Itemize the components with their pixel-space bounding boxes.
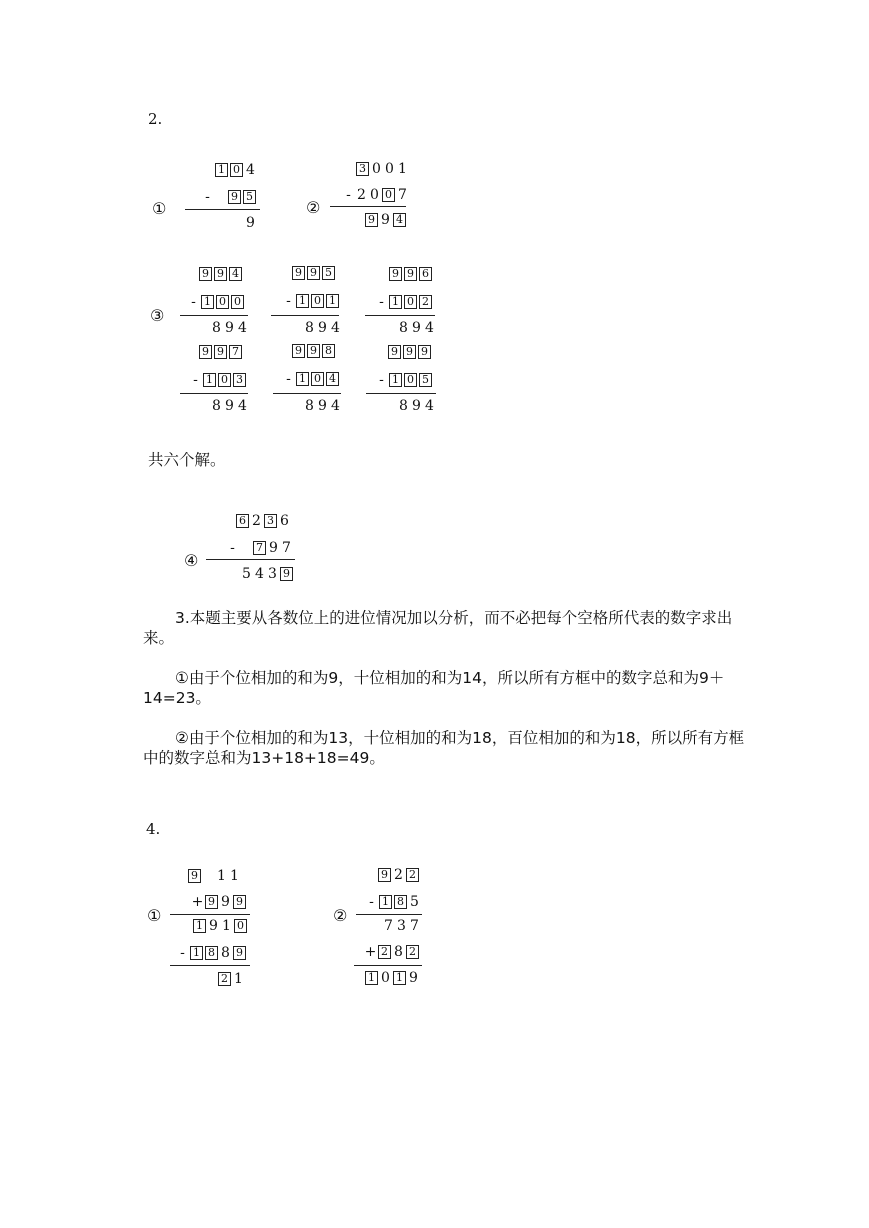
filled-digit-box: 5 <box>322 266 335 280</box>
filled-digit-box: 1 <box>215 163 228 177</box>
p2-marker: ② <box>306 198 321 217</box>
digit: 2 <box>357 187 366 203</box>
filled-digit-box: 1 <box>365 971 378 985</box>
s4-p2-row1 <box>377 867 420 883</box>
p1-subtrahend-row <box>177 189 257 205</box>
filled-digit-box: 0 <box>382 188 395 202</box>
filled-digit-box: 1 <box>326 294 339 308</box>
digit: - <box>379 372 384 388</box>
digit: 0 <box>370 187 379 203</box>
digit: 8 <box>305 398 314 414</box>
digit: 9 <box>269 540 278 556</box>
digit: - <box>193 372 198 388</box>
digit: - <box>286 293 291 309</box>
filled-digit-box: 9 <box>228 190 241 204</box>
digit: - <box>346 187 351 203</box>
s4-p1-row4 <box>176 945 247 961</box>
filled-digit-box: 1 <box>190 946 203 960</box>
filled-digit-box: 7 <box>229 345 242 359</box>
filled-digit-box: 1 <box>389 373 402 387</box>
filled-digit-box: 8 <box>205 946 218 960</box>
filled-digit-box: 0 <box>218 373 231 387</box>
filled-digit-box: 9 <box>418 345 431 359</box>
filled-digit-box: 4 <box>229 267 242 281</box>
p2-rule <box>330 206 406 207</box>
digit: 9 <box>409 970 418 986</box>
digit: 9 <box>209 918 218 934</box>
filled-digit-box: 2 <box>218 972 231 986</box>
digit: 9 <box>412 398 421 414</box>
p4-result-row <box>240 566 294 582</box>
digit: - <box>230 540 235 556</box>
s4-p1-row5 <box>217 971 245 987</box>
filled-digit-box: 6 <box>419 267 432 281</box>
digit: 8 <box>399 320 408 336</box>
digit: 8 <box>399 398 408 414</box>
filled-digit-box: 9 <box>280 567 293 581</box>
filled-digit-box: 9 <box>233 895 246 909</box>
digit: 4 <box>425 398 434 414</box>
digit: - <box>369 894 374 910</box>
filled-digit-box: 9 <box>307 266 320 280</box>
filled-digit-box: 3 <box>233 373 246 387</box>
digit: 8 <box>212 320 221 336</box>
digit: 1 <box>222 918 231 934</box>
digit: 1 <box>230 868 239 884</box>
digit: 7 <box>282 540 291 556</box>
digit: 7 <box>384 918 393 934</box>
digit: 9 <box>246 215 255 231</box>
filled-digit-box: 0 <box>216 295 229 309</box>
digit: 0 <box>372 161 381 177</box>
solution-count-note: 共六个解。 <box>148 451 226 469</box>
filled-digit-box: 3 <box>356 162 369 176</box>
digit: 8 <box>305 320 314 336</box>
s4-p2-row3 <box>382 918 421 934</box>
digit: 5 <box>410 894 419 910</box>
filled-digit-box: 8 <box>394 895 407 909</box>
s4-p2-row2 <box>365 894 421 910</box>
digit: 8 <box>394 944 403 960</box>
filled-digit-box: 5 <box>419 373 432 387</box>
digit: 5 <box>242 566 251 582</box>
filled-digit-box: 0 <box>404 295 417 309</box>
digit: 0 <box>385 161 394 177</box>
p4-subtrahend-row <box>208 540 293 556</box>
digit: - <box>205 189 210 205</box>
digit: + <box>191 894 204 910</box>
filled-digit-box: 3 <box>264 514 277 528</box>
digit: 6 <box>280 513 289 529</box>
filled-digit-box: 1 <box>296 294 309 308</box>
digit: - <box>286 371 291 387</box>
filled-digit-box: 1 <box>296 372 309 386</box>
section-3-answer-2: ②由于个位相加的和为13，十位相加的和为18，百位相加的和为18，所以所有方框中的数字总和为13+18+18=49。 <box>143 729 745 767</box>
s4-p2-row5 <box>364 970 420 986</box>
s4-p1-marker: ① <box>147 906 162 925</box>
filled-digit-box: 9 <box>292 344 305 358</box>
digit: 4 <box>331 398 340 414</box>
digit: 2 <box>252 513 261 529</box>
digit: 4 <box>238 398 247 414</box>
filled-digit-box: 9 <box>307 344 320 358</box>
section-3-answer-1: ①由于个位相加的和为9，十位相加的和为14，所以所有方框中的数字总和为9＋14=23。 <box>143 669 725 707</box>
section-4-heading: 4. <box>146 820 161 838</box>
filled-digit-box: 6 <box>236 514 249 528</box>
filled-digit-box: 2 <box>378 945 391 959</box>
p1-top-row <box>214 162 257 178</box>
filled-digit-box: 5 <box>243 190 256 204</box>
filled-digit-box: 9 <box>214 345 227 359</box>
s4-p1-row2 <box>191 894 247 910</box>
digit: 8 <box>221 945 230 961</box>
filled-digit-box: 0 <box>311 294 324 308</box>
filled-digit-box: 1 <box>379 895 392 909</box>
filled-digit-box: 1 <box>193 919 206 933</box>
filled-digit-box: 1 <box>203 373 216 387</box>
filled-digit-box: 9 <box>378 868 391 882</box>
filled-digit-box: 1 <box>201 295 214 309</box>
filled-digit-box: 0 <box>230 163 243 177</box>
filled-digit-box: 9 <box>199 267 212 281</box>
section-3-intro: 3.本题主要从各数位上的进位情况加以分析，而不必把每个空格所代表的数字求出来。 <box>143 609 733 647</box>
filled-digit-box: 0 <box>311 372 324 386</box>
digit: 9 <box>318 398 327 414</box>
digit: - <box>180 945 185 961</box>
digit: 3 <box>268 566 277 582</box>
filled-digit-box: 2 <box>406 945 419 959</box>
s4-p1-row1 <box>187 868 241 884</box>
filled-digit-box: 9 <box>403 345 416 359</box>
filled-digit-box: 8 <box>322 344 335 358</box>
digit: 9 <box>225 320 234 336</box>
filled-digit-box: 2 <box>419 295 432 309</box>
p4-top-row <box>235 513 291 529</box>
filled-digit-box: 9 <box>188 869 201 883</box>
filled-digit-box: 1 <box>389 295 402 309</box>
filled-digit-box: 4 <box>326 372 339 386</box>
filled-digit-box: 1 <box>393 971 406 985</box>
p1-result-row <box>244 215 257 231</box>
filled-digit-box: 4 <box>393 213 406 227</box>
p2-result-row <box>364 212 407 228</box>
digit: 4 <box>331 320 340 336</box>
digit: 9 <box>318 320 327 336</box>
digit: 1 <box>398 161 407 177</box>
digit: - <box>191 294 196 310</box>
filled-digit-box: 7 <box>253 541 266 555</box>
filled-digit-box: 9 <box>365 213 378 227</box>
p2-subtrahend-row <box>342 187 409 203</box>
s4-p2-row4 <box>364 944 420 960</box>
p4-rule <box>206 559 295 560</box>
digit: 7 <box>398 187 407 203</box>
filled-digit-box: 9 <box>214 267 227 281</box>
filled-digit-box: 9 <box>292 266 305 280</box>
filled-digit-box: 0 <box>234 919 247 933</box>
digit: 4 <box>246 162 255 178</box>
s4-p2-marker: ② <box>333 906 348 925</box>
filled-digit-box: 9 <box>404 267 417 281</box>
digit: 1 <box>217 868 226 884</box>
filled-digit-box: 0 <box>404 373 417 387</box>
filled-digit-box: 9 <box>233 946 246 960</box>
p4-marker: ④ <box>184 551 199 570</box>
p1-rule <box>185 209 260 210</box>
digit: 0 <box>381 970 390 986</box>
p2-top-row <box>355 161 409 177</box>
digit: - <box>379 294 384 310</box>
digit: 4 <box>238 320 247 336</box>
digit: 9 <box>412 320 421 336</box>
section-2-heading: 2. <box>148 110 163 128</box>
filled-digit-box: 2 <box>406 868 419 882</box>
digit: 3 <box>397 918 406 934</box>
digit: 4 <box>255 566 264 582</box>
digit: 4 <box>425 320 434 336</box>
filled-digit-box: 9 <box>205 895 218 909</box>
filled-digit-box: 9 <box>199 345 212 359</box>
digit: 9 <box>381 212 390 228</box>
digit: 1 <box>234 971 243 987</box>
digit: 8 <box>212 398 221 414</box>
p3-marker: ③ <box>150 306 165 325</box>
filled-digit-box: 9 <box>388 345 401 359</box>
digit: 9 <box>225 398 234 414</box>
s4-p1-row3 <box>192 918 248 934</box>
digit: + <box>364 944 377 960</box>
filled-digit-box: 9 <box>389 267 402 281</box>
digit: 9 <box>221 894 230 910</box>
filled-digit-box: 0 <box>231 295 244 309</box>
digit: 2 <box>394 867 403 883</box>
p1-marker: ① <box>152 199 167 218</box>
digit: 7 <box>410 918 419 934</box>
